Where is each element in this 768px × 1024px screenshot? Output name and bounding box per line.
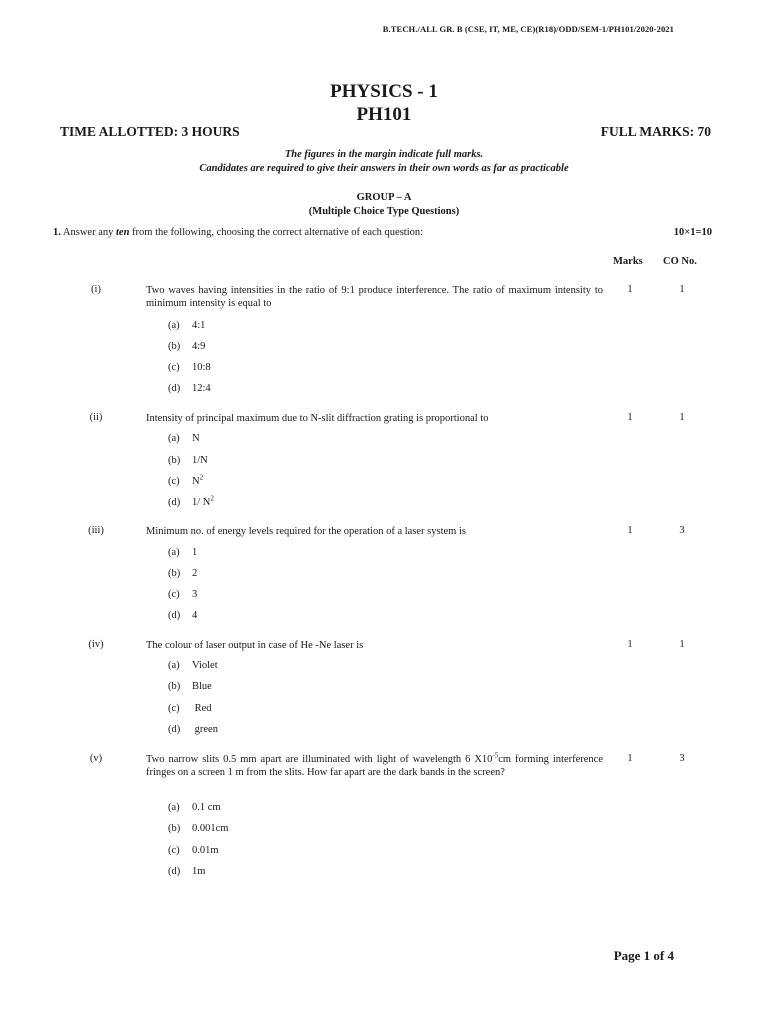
option-label: (d): [168, 866, 181, 877]
option-a: [168, 433, 200, 444]
option-text: 4: [192, 610, 198, 621]
question-1-instruction: [53, 227, 423, 238]
option-text: 1: [192, 547, 198, 558]
option-a: [168, 802, 221, 813]
marks-column-header: Marks: [613, 256, 643, 267]
question-co: 3: [679, 525, 685, 536]
option-label: (a): [168, 802, 180, 813]
option-text: green: [192, 724, 218, 735]
question-number: (iv): [88, 639, 104, 650]
option-b: [168, 823, 228, 834]
superscript: 2: [199, 473, 204, 482]
full-marks: FULL MARKS: 70: [600, 124, 711, 139]
option-text: 12:4: [192, 383, 211, 394]
question-number: 1.: [53, 227, 61, 238]
option-b: [168, 681, 212, 692]
instruction-margin: The figures in the margin indicate full marks.: [284, 149, 484, 160]
question-1-marks: 10×1=10: [673, 227, 712, 238]
subject-code: PH101: [356, 104, 412, 125]
question-number: (i): [91, 284, 101, 295]
instruction-text-after: from the following, choosing the correct alternative of each question:: [129, 227, 424, 238]
option-b: [168, 568, 197, 579]
option-d: [168, 610, 197, 621]
option-label: (b): [168, 455, 181, 466]
question-co: 3: [679, 753, 685, 764]
question-number: (ii): [89, 412, 103, 423]
option-label: (c): [168, 589, 180, 600]
option-text: 0.001cm: [192, 823, 229, 834]
option-a: [168, 320, 205, 331]
question-text: Intensity of principal maximum due to N-slit diffraction grating is proportional to: [146, 413, 489, 424]
option-label: (c): [168, 703, 180, 714]
option-text: Blue: [192, 681, 212, 692]
option-text: 3: [192, 589, 198, 600]
option-text: 10:8: [192, 362, 211, 373]
time-allotted: TIME ALLOTTED: 3 HOURS: [60, 124, 240, 139]
option-a: [168, 660, 218, 671]
group-subtitle: (Multiple Choice Type Questions): [308, 206, 460, 217]
question-text: [146, 753, 603, 779]
option-text: 0.1 cm: [192, 802, 221, 813]
option-text: 1/N: [192, 455, 208, 466]
option-label: (c): [168, 845, 180, 856]
instruction-text-before: Answer any: [60, 227, 116, 238]
option-d: [168, 383, 211, 394]
option-c: [168, 845, 219, 856]
option-label: (a): [168, 660, 180, 671]
option-b: [168, 455, 208, 466]
question-co: 1: [679, 284, 685, 295]
option-c: [168, 362, 211, 373]
option-label: (b): [168, 341, 181, 352]
option-text: 2: [192, 568, 198, 579]
option-text: 4:1: [192, 320, 206, 331]
option-text: 0.01m: [192, 845, 219, 856]
question-marks: 1: [627, 525, 633, 536]
option-d: [168, 724, 218, 735]
question-text: Minimum no. of energy levels required for the operation of a laser system is: [146, 526, 466, 537]
instruction-own-words: Candidates are required to give their answers in their own words as far as practicable: [199, 163, 569, 174]
question-number: (iii): [88, 525, 104, 536]
option-c: [168, 589, 197, 600]
page-number: Page 1 of 4: [613, 948, 674, 963]
option-text: 4:9: [192, 341, 206, 352]
option-text: N: [192, 476, 200, 487]
option-label: (b): [168, 568, 181, 579]
option-d: [168, 866, 205, 877]
co-column-header: CO No.: [663, 256, 697, 267]
option-c: [168, 473, 204, 487]
question-marks: 1: [627, 639, 633, 650]
question-text: Two waves having intensities in the ratio of 9:1 produce interference. The ratio of maximum intensity to minimum intensity is equal to: [146, 285, 603, 309]
option-text: N: [192, 433, 200, 444]
option-label: (d): [168, 724, 181, 735]
option-label: (a): [168, 433, 180, 444]
option-d: [168, 494, 214, 508]
option-label: (c): [168, 362, 180, 373]
paper-code-header: B.TECH./ALL GR. B (CSE, IT, ME, CE)(R18)/ODD/SEM-1/PH101/2020-2021: [382, 24, 674, 34]
subject-title: PHYSICS - 1: [330, 81, 438, 102]
option-text: Violet: [192, 660, 218, 671]
question-text-part: cm forming interference fringes on a screen 1 m from the slits. How far apart are the dark bands in the screen?: [146, 754, 603, 778]
option-label: (a): [168, 320, 180, 331]
superscript: 2: [210, 494, 214, 503]
option-b: [168, 341, 205, 352]
option-a: [168, 547, 197, 558]
question-co: 1: [679, 412, 685, 423]
option-text: Red: [192, 703, 212, 714]
instruction-emphasis: ten: [116, 227, 130, 238]
question-text-part: Two narrow slits 0.5 mm apart are illuminated with light of wavelength 6 X10: [146, 754, 493, 765]
question-number: (v): [89, 753, 103, 764]
option-label: (a): [168, 547, 180, 558]
group-title: GROUP – A: [356, 192, 412, 203]
option-text: 1m: [192, 866, 206, 877]
question-marks: 1: [627, 412, 633, 423]
option-c: [168, 703, 212, 714]
question-co: 1: [679, 639, 685, 650]
option-label: (b): [168, 823, 181, 834]
superscript: -5: [492, 751, 499, 760]
option-label: (c): [168, 476, 180, 487]
option-label: (b): [168, 681, 181, 692]
question-marks: 1: [627, 753, 633, 764]
option-label: (d): [168, 497, 181, 508]
option-text: 1/ N: [192, 497, 211, 508]
option-label: (d): [168, 610, 181, 621]
question-text: The colour of laser output in case of He -Ne laser is: [146, 640, 364, 651]
question-marks: 1: [627, 284, 633, 295]
option-label: (d): [168, 383, 181, 394]
